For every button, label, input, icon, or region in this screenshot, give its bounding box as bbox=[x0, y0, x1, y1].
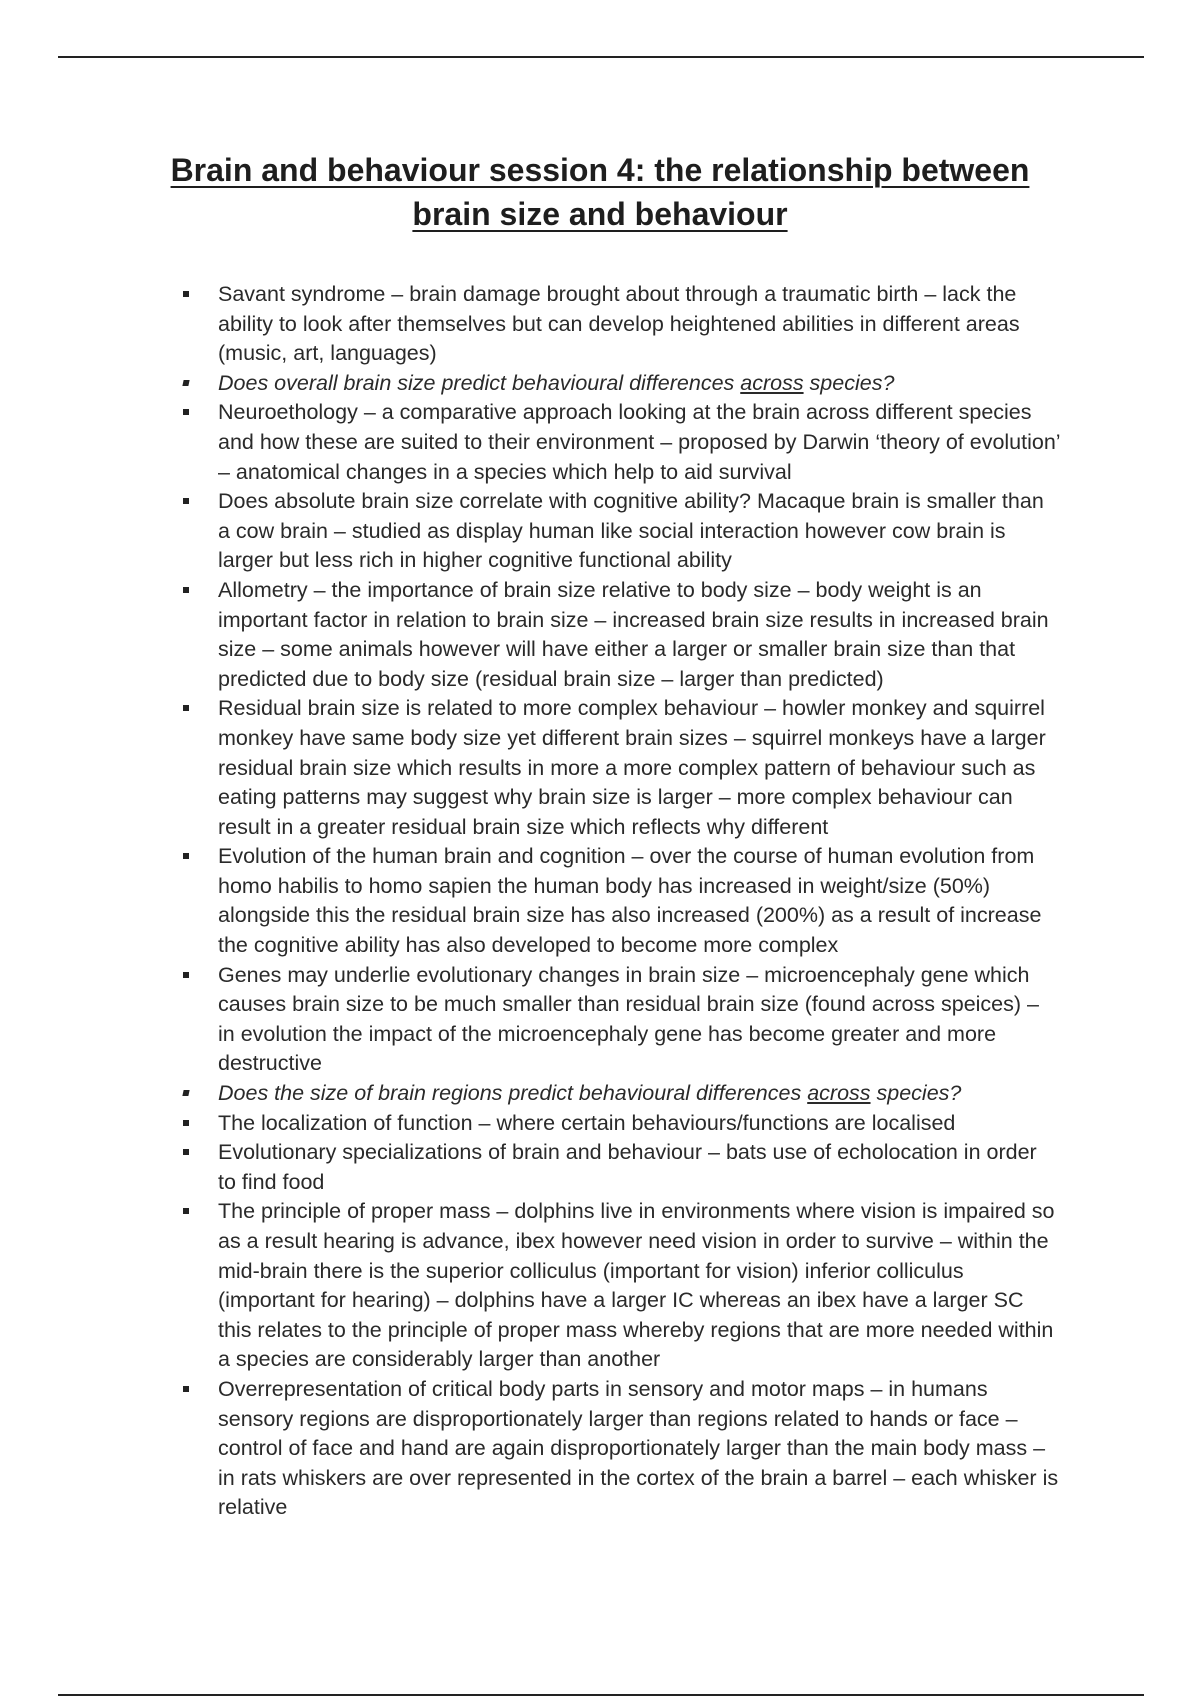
list-item bbox=[180, 1197, 1060, 1375]
list-item bbox=[180, 487, 1060, 576]
square-bullet-icon bbox=[183, 291, 189, 297]
list-item bbox=[180, 961, 1060, 1079]
list-item bbox=[180, 280, 1060, 369]
question-text-start: Does overall brain size predict behavioural differences bbox=[218, 370, 741, 395]
list-item-text: Residual brain size is related to more complex behaviour – howler monkey and squirrel monkey have same body size yet different brain sizes – squirrel monkeys have a larger residual brain size which results in more a more complex pattern of behaviour such as eating patterns may suggest why brain size is larger – more complex behaviour can result in a greater residual brain size which reflects why different bbox=[218, 696, 1046, 839]
list-item-text: Allometry – the importance of brain size relative to body size – body weight is an important factor in relation to brain size – increased brain size results in increased brain size – some animals however will have either a larger or smaller brain size than that predicted due to body size (residual brain size – larger than predicted) bbox=[218, 577, 1049, 691]
question-underlined-word: across bbox=[740, 370, 804, 395]
list-item bbox=[180, 694, 1060, 842]
question-underlined-word: across bbox=[807, 1081, 871, 1106]
square-bullet-icon bbox=[183, 409, 189, 415]
list-item-question bbox=[180, 369, 1060, 399]
square-bullet-icon bbox=[183, 705, 189, 711]
list-item-text: Savant syndrome – brain damage brought about through a traumatic birth – lack the ability to look after themselves but can develop heightened abilities in different areas (music, art, languages) bbox=[218, 282, 1020, 366]
list-item-text: Neuroethology – a comparative approach looking at the brain across different species and how these are suited to their environment – proposed by Darwin ‘theory of evolution’ – anatomical changes in a species which help to aid survival bbox=[218, 400, 1060, 484]
square-bullet-icon bbox=[183, 853, 189, 859]
question-text-start: Does the size of brain regions predict behavioural differences bbox=[218, 1081, 808, 1106]
list-item-text: Genes may underlie evolutionary changes in brain size – microencephaly gene which causes brain size to be much smaller than residual brain size (found across speices) – in evolution the impact of the microencephaly gene has become greater and more destructive bbox=[218, 962, 1039, 1076]
square-bullet-icon bbox=[183, 1149, 189, 1155]
list-item bbox=[180, 1109, 1060, 1139]
list-item-text: The principle of proper mass – dolphins live in environments where vision is impaired so as a result hearing is advance, ibex however need vision in order to survive – within the mid-brain there is the superior colliculus (important for vision) inferior colliculus (important for hearing) – dolphins have a larger IC whereas an ibex have a larger SC this relates to the principle of proper mass whereby regions that are more needed within a species are considerably larger than another bbox=[218, 1199, 1055, 1372]
list-item-text: Overrepresentation of critical body parts in sensory and motor maps – in humans sensory regions are disproportionately larger than regions related to hands or face – control of face and hand are again disproportionately larger than the main body mass – in rats whiskers are over represented in the cortex of the brain a barrel – each whisker is relative bbox=[218, 1376, 1059, 1520]
notes-list bbox=[180, 280, 1060, 1523]
list-item-text: Does absolute brain size correlate with cognitive ability? Macaque brain is smaller than a cow brain – studied as display human like social interaction however cow brain is larger but less rich in higher cognitive functional ability bbox=[218, 489, 1044, 573]
list-item bbox=[180, 842, 1060, 960]
square-bullet-icon bbox=[183, 972, 189, 978]
question-text-end: species? bbox=[870, 1081, 962, 1106]
list-item-text: Evolutionary specializations of brain and behaviour – bats use of echolocation in order to find food bbox=[218, 1140, 1037, 1194]
title-line-1: Brain and behaviour session 4: the relationship between bbox=[170, 152, 1030, 188]
square-bullet-icon bbox=[182, 1090, 189, 1096]
square-bullet-icon bbox=[183, 587, 189, 593]
list-item bbox=[180, 1138, 1060, 1197]
top-rule bbox=[58, 56, 1144, 58]
square-bullet-icon bbox=[183, 1386, 189, 1392]
list-item bbox=[180, 1375, 1060, 1523]
list-item-question bbox=[180, 1079, 1060, 1109]
square-bullet-icon bbox=[182, 380, 189, 386]
page-title bbox=[150, 148, 1050, 236]
list-item bbox=[180, 398, 1060, 487]
list-item-text: Evolution of the human brain and cognition – over the course of human evolution from homo habilis to homo sapien the human body has increased in weight/size (50%) alongside this the residual brain size has also increased (200%) as a result of increase the cognitive ability has also developed to become more complex bbox=[218, 844, 1042, 958]
square-bullet-icon bbox=[183, 1208, 189, 1214]
list-item-text: The localization of function – where certain behaviours/functions are localised bbox=[218, 1110, 956, 1135]
square-bullet-icon bbox=[183, 1120, 189, 1126]
square-bullet-icon bbox=[183, 498, 189, 504]
list-item bbox=[180, 576, 1060, 694]
bottom-rule bbox=[58, 1694, 1144, 1696]
title-line-2: brain size and behaviour bbox=[412, 196, 788, 232]
question-text-end: species? bbox=[803, 370, 895, 395]
